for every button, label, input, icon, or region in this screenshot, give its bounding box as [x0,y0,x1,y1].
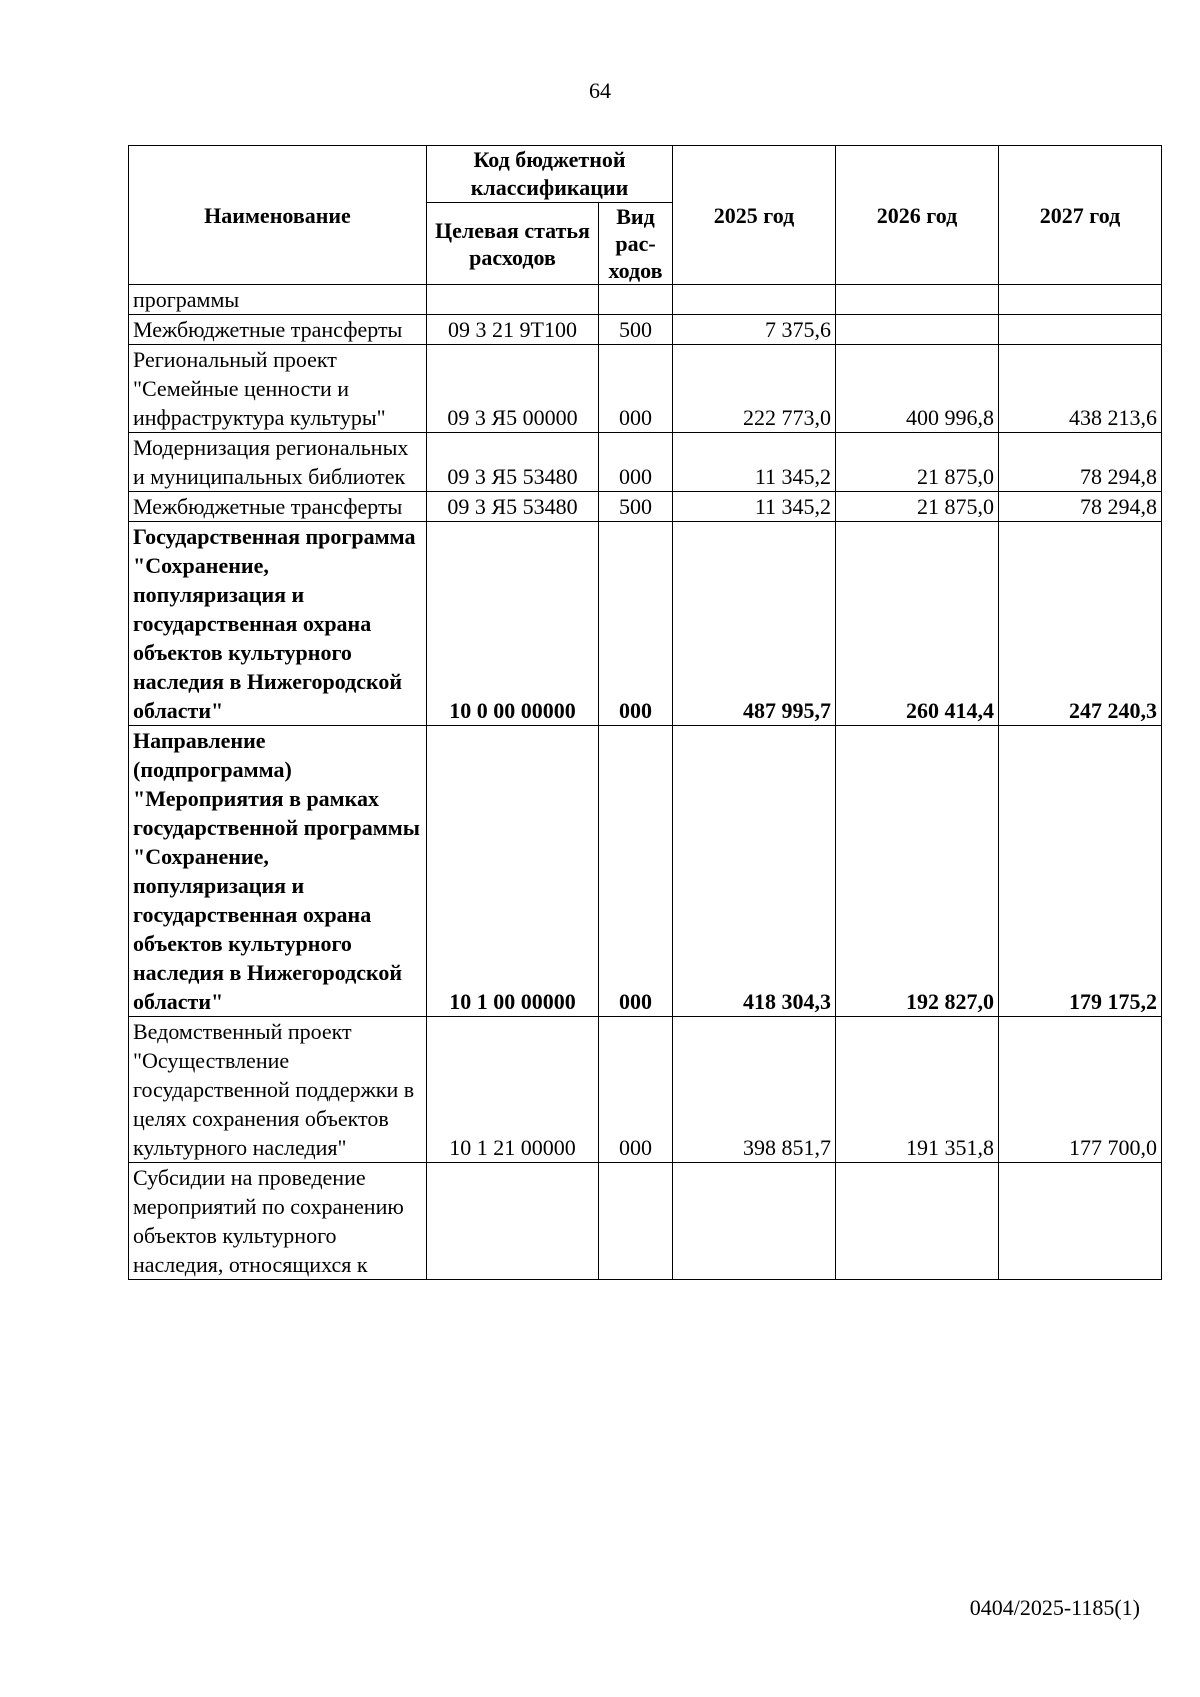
cell-name: Субсидии на проведение мероприятий по сохранению объектов культурного наследия, относящихся к [129,1163,427,1280]
budget-table [128,145,1162,1280]
cell-name: Модернизация региональных и муниципальных библиотек [129,433,427,492]
cell-kind-code: 000 [599,726,673,1017]
cell-2025: 7 375,6 [673,315,836,345]
header-kind: Вид рас-ходов [599,203,673,285]
header-year-2026: 2026 год [836,146,999,285]
cell-2026: 400 996,8 [836,345,999,433]
cell-kind-code: 500 [599,315,673,345]
cell-name: Региональный проект "Семейные ценности и инфраструктура культуры" [129,345,427,433]
table-row [129,1017,1162,1163]
cell-2026 [836,285,999,315]
table-body [129,285,1162,1280]
cell-2027 [999,1163,1162,1280]
page-number: 64 [589,78,611,103]
table-row [129,492,1162,522]
cell-kind-code [599,285,673,315]
cell-kind-code [599,1163,673,1280]
cell-2025: 487 995,7 [673,522,836,726]
cell-kind-code: 000 [599,345,673,433]
cell-2026: 21 875,0 [836,492,999,522]
cell-target-code: 10 0 00 00000 [427,522,599,726]
header-year-2025: 2025 год [673,146,836,285]
cell-name: Государственная программа "Сохранение, популяризация и государственная охрана объектов культурного наследия в Нижегородской области" [129,522,427,726]
cell-2026 [836,1163,999,1280]
cell-name: программы [129,285,427,315]
cell-target-code: 09 3 Я5 53480 [427,492,599,522]
table-row [129,1163,1162,1280]
table-row [129,315,1162,345]
cell-2027: 247 240,3 [999,522,1162,726]
cell-name: Межбюджетные трансферты [129,492,427,522]
table-row [129,522,1162,726]
cell-name: Межбюджетные трансферты [129,315,427,345]
table-row [129,345,1162,433]
cell-target-code: 10 1 21 00000 [427,1017,599,1163]
cell-2026: 260 414,4 [836,522,999,726]
cell-target-code: 09 3 Я5 00000 [427,345,599,433]
cell-2025: 11 345,2 [673,492,836,522]
cell-2027: 78 294,8 [999,433,1162,492]
header-year-2027: 2027 год [999,146,1162,285]
cell-target-code [427,285,599,315]
cell-2025: 222 773,0 [673,345,836,433]
table-row [129,285,1162,315]
cell-2026: 191 351,8 [836,1017,999,1163]
cell-2026 [836,315,999,345]
cell-2025 [673,1163,836,1280]
cell-target-code: 10 1 00 00000 [427,726,599,1017]
table-row [129,433,1162,492]
cell-2027: 438 213,6 [999,345,1162,433]
cell-2026: 192 827,0 [836,726,999,1017]
table-header [129,146,1162,285]
cell-2025: 418 304,3 [673,726,836,1017]
cell-2025: 11 345,2 [673,433,836,492]
header-code-group: Код бюджетной классификации [427,146,673,203]
header-target: Целевая статья расходов [427,203,599,285]
cell-2025 [673,285,836,315]
cell-kind-code: 500 [599,492,673,522]
document-code: 0404/2025-1185(1) [969,1595,1140,1620]
header-name: Наименование [129,146,427,285]
table-row [129,726,1162,1017]
cell-name: Направление (подпрограмма) "Мероприятия в рамках государственной программы "Сохранение, популяризация и государственная охрана объектов культурного наследия в Нижегородской области" [129,726,427,1017]
cell-2026: 21 875,0 [836,433,999,492]
cell-target-code: 09 3 21 9Т100 [427,315,599,345]
cell-target-code [427,1163,599,1280]
cell-2025: 398 851,7 [673,1017,836,1163]
cell-2027: 78 294,8 [999,492,1162,522]
cell-2027: 179 175,2 [999,726,1162,1017]
cell-kind-code: 000 [599,433,673,492]
cell-2027 [999,285,1162,315]
cell-2027: 177 700,0 [999,1017,1162,1163]
cell-kind-code: 000 [599,522,673,726]
cell-2027 [999,315,1162,345]
cell-target-code: 09 3 Я5 53480 [427,433,599,492]
cell-kind-code: 000 [599,1017,673,1163]
cell-name: Ведомственный проект "Осуществление государственной поддержки в целях сохранения объектов культурного наследия" [129,1017,427,1163]
